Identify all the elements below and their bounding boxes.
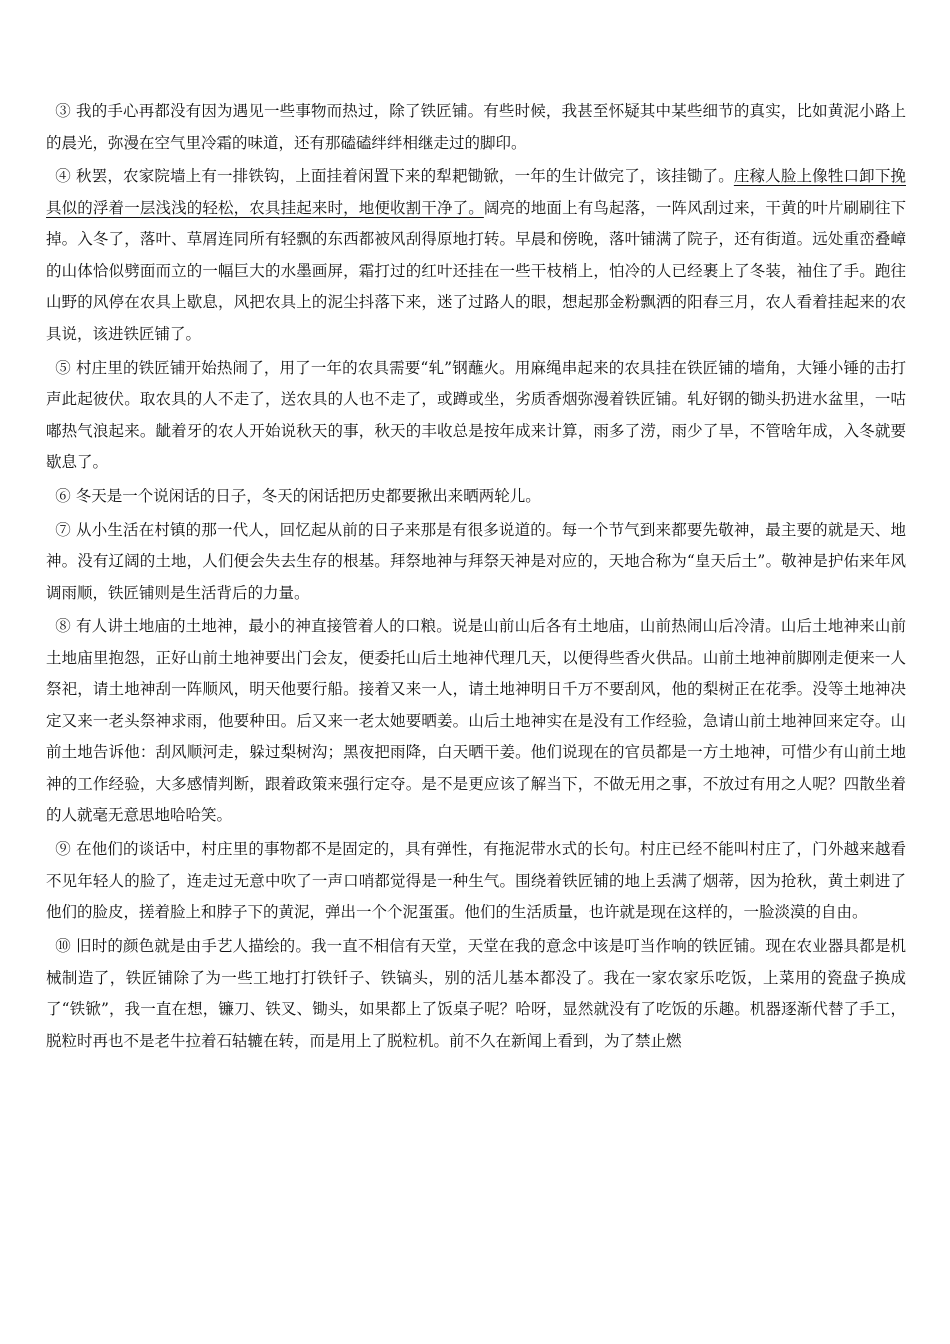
paragraph-9 — [46, 834, 906, 929]
paragraph-6-text: ⑥ 冬天是一个说闲话的日子，冬天的闲话把历史都要揪出来晒两轮儿。 — [55, 486, 541, 505]
paragraph-5-text: ⑤ 村庄里的铁匠铺开始热闹了，用了一年的农具需要“轧”钢蘸火。用麻绳串起来的农具挂在铁匠铺的墙角，大锤小锤的击打声此起彼伏。取农具的人不走了，送农具的人也不走了，或蹲或坐，劣质香烟弥漫着铁匠铺。轧好钢的锄头扔进水盆里，一咕嘟热气浪起来。龇着牙的农人开始说秋天的事，秋天的丰收总是按年成来计算，雨多了涝，雨少了旱，不管啥年成，入冬就要歇息了。 — [46, 358, 906, 472]
paragraph-7-text: ⑦ 从小生活在村镇的那一代人，回忆起从前的日子来那是有很多说道的。每一个节气到来都要先敬神，最主要的就是天、地神。没有辽阔的土地，人们便会失去生存的根基。拜祭地神与拜祭天神是对应的，天地合称为“皇天后土”。敬神是护佑来年风调雨顺，铁匠铺则是生活背后的力量。 — [46, 520, 906, 602]
paragraph-9-text: ⑨ 在他们的谈话中，村庄里的事物都不是固定的，具有弹性，有拖泥带水式的长句。村庄已经不能叫村庄了，门外越来越看不见年轻人的脸了，连走过无意中吹了一声口哨都觉得是一种生气。围绕着铁匠铺的地上丢满了烟蒂，因为抢秋，黄土刺进了他们的脸皮，搓着脸上和脖子下的黄泥，弹出一个个泥蛋蛋。他们的生活质量，也许就是现在这样的，一脸淡漠的自由。 — [46, 840, 906, 922]
paragraph-6 — [46, 481, 906, 513]
paragraph-4 — [46, 161, 906, 350]
essay-page — [46, 96, 906, 1059]
paragraph-5 — [46, 353, 906, 479]
paragraph-10 — [46, 931, 906, 1057]
paragraph-10-text: ⑩ 旧时的颜色就是由手艺人描绘的。我一直不相信有天堂，天堂在我的意念中该是叮当作响的铁匠铺。现在农业器具都是机械制造了，铁匠铺除了为一些工地打打铁钎子、铁镐头，别的活儿基本都没了。我在一家农家乐吃饭，上菜用的瓷盘子换成了“铁锨”，我一直在想，镰刀、铁叉、锄头，如果都上了饭桌子呢？哈呀，显然就没有了吃饭的乐趣。机器逐渐代替了手工，脱粒时再也不是老牛拉着石轱辘在转，而是用上了脱粒机。前不久在新闻上看到，为了禁止燃 — [46, 937, 906, 1050]
paragraph-3 — [46, 96, 906, 159]
paragraph-8-text: ⑧ 有人讲土地庙的土地神，最小的神直接管着人的口粮。说是山前山后各有土地庙，山前热闹山后冷清。山后土地神来山前土地庙里抱怨，正好山前土地神要出门会友，便委托山后土地神代理几天，以便得些香火供品。山前土地神前脚刚走便来一人祭祀，请土地神刮一阵顺风，明天他要行船。接着又来一人，请土地神明日千万不要刮风，他的梨树正在花季。没等土地神决定又来一老头祭神求雨，他要种田。后又来一老太她要晒姜。山后土地神实在是没有工作经验，急请山前土地神回来定夺。山前土地告诉他：刮风顺河走，躲过梨树沟；黑夜把雨降，白天晒干姜。他们说现在的官员都是一方土地神，可惜少有山前土地神的工作经验，大多感情判断，跟着政策来强行定夺。是不是更应该了解当下，不做无用之事，不放过有用之人呢？四散坐着的人就毫无意思地哈哈笑。 — [46, 617, 906, 825]
paragraph-3-text: ③ 我的手心再都没有因为遇见一些事物而热过，除了铁匠铺。有些时候，我甚至怀疑其中某些细节的真实，比如黄泥小路上的晨光，弥漫在空气里冷霜的味道，还有那磕磕绊绊相继走过的脚印。 — [46, 102, 906, 152]
paragraph-4-underlined-sentence: 庄稼人脸上像牲口卸下挽具似的浮着一层浅浅的轻松，农具挂起来时，地便收割干净了。 — [46, 167, 906, 217]
paragraph-4-text-a: ④ 秋罢，农家院墙上有一排铁钩，上面挂着闲置下来的犁耙锄锨，一年的生计做完了，该挂锄了。 — [55, 167, 734, 186]
paragraph-8 — [46, 611, 906, 832]
paragraph-4-text-b: 阔亮的地面上有鸟起落，一阵风刮过来，干黄的叶片刷刷往下掉。入冬了，落叶、草屑连同所有轻飘的东西都被风刮得原地打转。早晨和傍晚，落叶铺满了院子，还有街道。远处重峦叠嶂的山体恰似劈面而立的一幅巨大的水墨画屏，霜打过的红叶还挂在一些干枝梢上，怕冷的人已经裹上了冬装，袖住了手。跑往山野的风停在农具上歇息，风把农具上的泥尘抖落下来，迷了过路人的眼，想起那金粉飘洒的阳春三月，农人看着挂起来的农具说，该进铁匠铺了。 — [46, 198, 906, 343]
paragraph-7 — [46, 515, 906, 610]
